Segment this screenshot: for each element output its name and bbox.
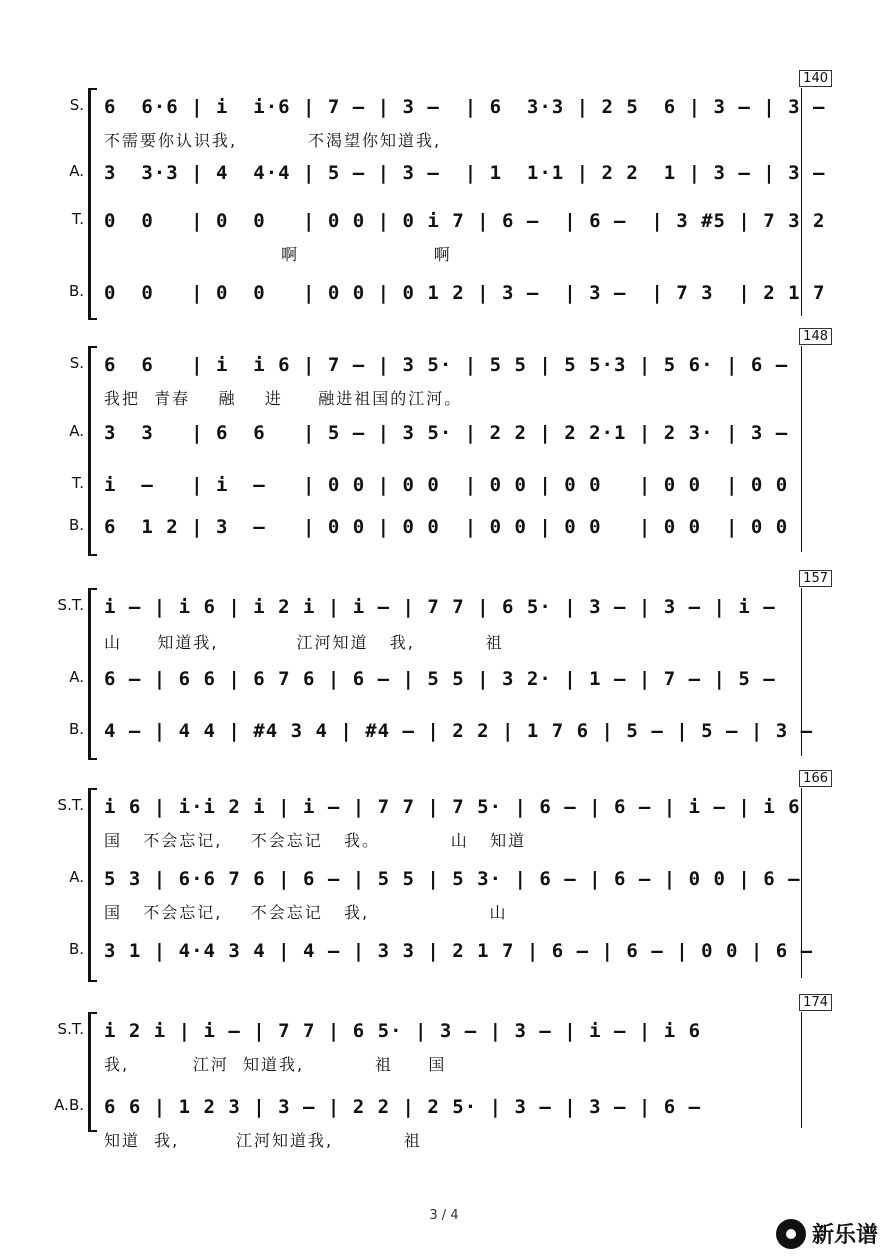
part-label: S.T.	[57, 796, 84, 814]
part-label: A.	[69, 162, 84, 180]
part-label: A.	[69, 668, 84, 686]
part-label: T.	[71, 210, 84, 228]
part-label: A.	[69, 422, 84, 440]
staff-row	[0, 940, 888, 966]
notes: i 2 i | i – | 7 7 | 6 5· | 3 – | 3 – | i – | i 6	[104, 1020, 702, 1042]
lyrics: 知道 我, 江河知道我, 祖	[104, 1131, 422, 1150]
staff-row	[0, 720, 888, 746]
part-label: B.	[68, 720, 84, 738]
part-label: B.	[68, 516, 84, 534]
page-number: 3 / 4	[429, 1208, 459, 1223]
notes: 6 6 | i i 6 | 7 – | 3 5· | 5 5 | 5 5·3 | 5 6· | 6 –	[104, 354, 789, 376]
measure-number: 148	[799, 328, 832, 345]
notes: 5 3 | 6·6 7 6 | 6 – | 5 5 | 5 3· | 6 – | 6 – | 0 0 | 6 –	[104, 868, 801, 890]
measure-number: 174	[799, 994, 832, 1011]
measure-number: 140	[799, 70, 832, 87]
notes: 0 0 | 0 0 | 0 0 | 0 1 2 | 3 – | 3 – | 7 3 | 2 1 7	[104, 282, 826, 304]
part-label: S.	[69, 96, 84, 114]
notes: 4 – | 4 4 | #4 3 4 | #4 – | 2 2 | 1 7 6 | 5 – | 5 – | 3 –	[104, 720, 814, 742]
staff-row	[0, 668, 888, 694]
lyrics: 不需要你认识我, 不渴望你知道我,	[104, 131, 442, 150]
staff-row	[0, 210, 888, 236]
part-label: S.T.	[57, 596, 84, 614]
measure-number: 157	[799, 570, 832, 587]
notes: i – | i 6 | i 2 i | i – | 7 7 | 6 5· | 3 – | 3 – | i –	[104, 596, 776, 618]
part-label: S.T.	[57, 1020, 84, 1038]
staff-row	[0, 422, 888, 448]
staff-row	[0, 282, 888, 308]
lyrics: 山 知道我, 江河知道 我, 祖	[104, 633, 504, 652]
staff-row	[0, 162, 888, 188]
lyrics: 啊 啊	[104, 245, 452, 264]
lyric-row	[0, 242, 888, 268]
part-label: T.	[71, 474, 84, 492]
notes: 0 0 | 0 0 | 0 0 | 0 i 7 | 6 – | 6 – | 3 #5 | 7 3 2	[104, 210, 826, 232]
lyrics: 国 不会忘记, 不会忘记 我。 山 知道	[104, 831, 527, 850]
staff-row	[0, 96, 888, 122]
lyric-row	[0, 630, 888, 656]
part-label: A.B.	[54, 1096, 84, 1114]
part-label: A.	[69, 868, 84, 886]
staff-row	[0, 516, 888, 542]
notes: i – | i – | 0 0 | 0 0 | 0 0 | 0 0 | 0 0 | 0 0	[104, 474, 789, 496]
staff-row	[0, 868, 888, 894]
staff-row	[0, 796, 888, 822]
brand-name: 新乐谱	[811, 1223, 878, 1248]
part-label: B.	[68, 282, 84, 300]
staff-row	[0, 596, 888, 622]
lyrics: 国 不会忘记, 不会忘记 我, 山	[104, 903, 508, 922]
lyric-row	[0, 1052, 888, 1078]
staff-row	[0, 354, 888, 380]
staff-row	[0, 474, 888, 500]
notes: i 6 | i·i 2 i | i – | 7 7 | 7 5· | 6 – | 6 – | i – | i 6	[104, 796, 801, 818]
notes: 6 6·6 | i i·6 | 7 – | 3 – | 6 3·3 | 2 5 6 | 3 – | 3 –	[104, 96, 826, 118]
lyric-row	[0, 900, 888, 926]
record-icon	[776, 1219, 806, 1249]
notes: 3 1 | 4·4 3 4 | 4 – | 3 3 | 2 1 7 | 6 – | 6 – | 0 0 | 6 –	[104, 940, 814, 962]
part-label: S.	[69, 354, 84, 372]
lyric-row	[0, 1128, 888, 1154]
notes: 3 3 | 6 6 | 5 – | 3 5· | 2 2 | 2 2·1 | 2 3· | 3 –	[104, 422, 789, 444]
notes: 6 6 | 1 2 3 | 3 – | 2 2 | 2 5· | 3 – | 3 – | 6 –	[104, 1096, 702, 1118]
part-label: B.	[68, 940, 84, 958]
lyric-row	[0, 828, 888, 854]
notes: 6 1 2 | 3 – | 0 0 | 0 0 | 0 0 | 0 0 | 0 0 | 0 0	[104, 516, 789, 538]
staff-row	[0, 1020, 888, 1046]
brand-logo	[776, 1218, 878, 1249]
notes: 6 – | 6 6 | 6 7 6 | 6 – | 5 5 | 3 2· | 1 – | 7 – | 5 –	[104, 668, 776, 690]
notes: 3 3·3 | 4 4·4 | 5 – | 3 – | 1 1·1 | 2 2 1 | 3 – | 3 –	[104, 162, 826, 184]
lyrics: 我, 江河 知道我, 祖 国	[104, 1055, 447, 1074]
lyrics: 我把 青春 融 进 融进祖国的江河。	[104, 389, 463, 408]
measure-number: 166	[799, 770, 832, 787]
lyric-row	[0, 386, 888, 412]
lyric-row	[0, 128, 888, 154]
staff-row	[0, 1096, 888, 1122]
